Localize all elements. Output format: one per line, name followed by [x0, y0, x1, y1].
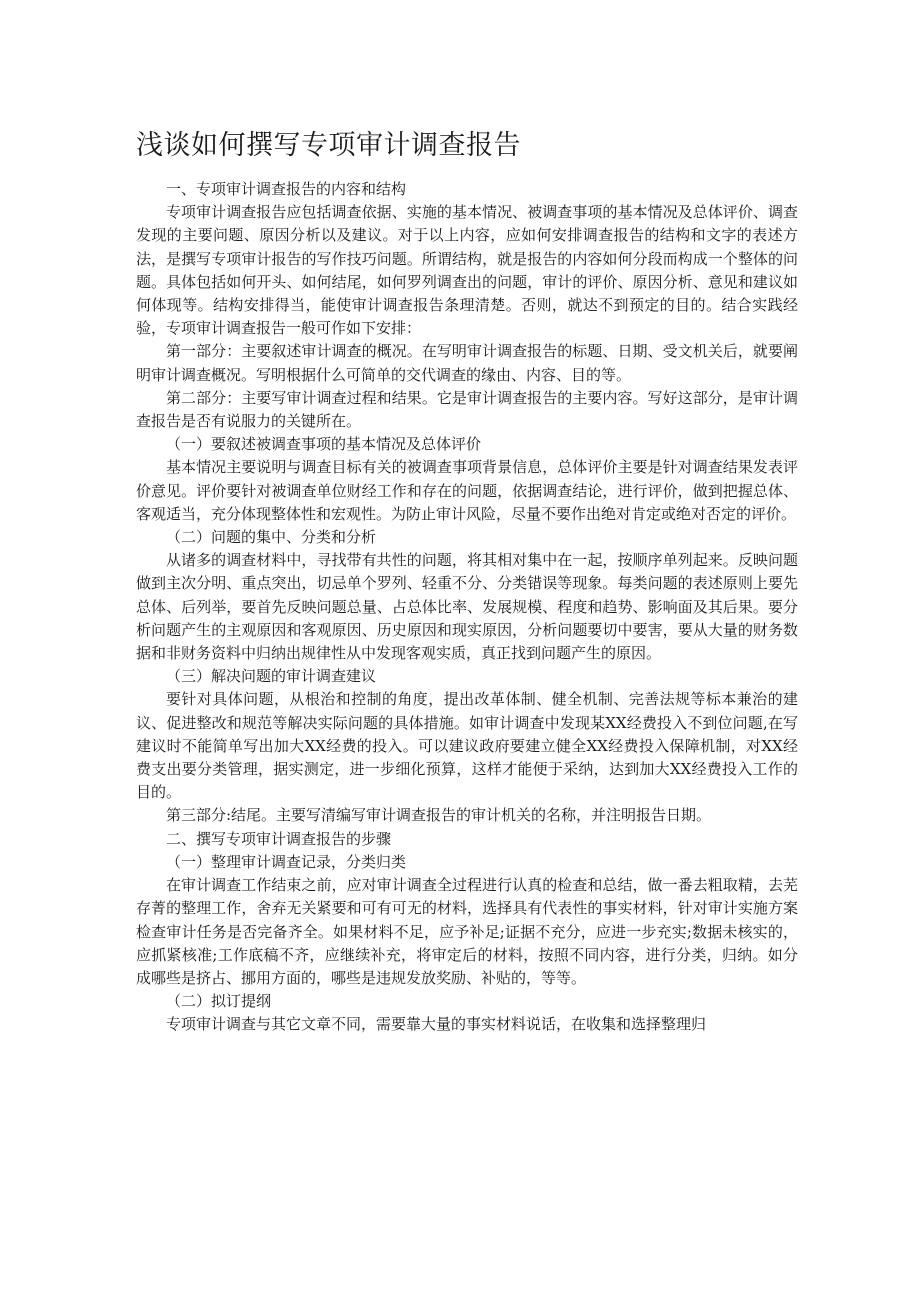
subsection-heading: （一）要叙述被调查事项的基本情况及总体评价: [166, 435, 482, 454]
document-body: [136, 178, 798, 1037]
document-title: 浅谈如何撰写专项审计调查报告: [136, 130, 521, 161]
body-paragraph: 专项审计调查与其它文章不同，需要靠大量的事实材料说话，在收集和选择整理归: [166, 1015, 707, 1034]
body-paragraph: 要针对具体问题，从根治和控制的角度，提出改革体制、健全机制、完善法规等标本兼治的建议、促进整改和规范等解决实际问题的具体措施。如审计调查中发现某XX经费投入不到位问题,在写建议时不能简单写出加大XX经费的投入。可以建议政府要建立健全XX经费投入保障机制，对XX经费支出要分类管理，据实测定，进一步细化预算，这样才能便于采纳，达到加大XX经费投入工作的目的。: [136, 690, 798, 802]
body-paragraph: 在审计调查工作结束之前，应对审计调查全过程进行认真的检查和总结，做一番去粗取精，去芜存菁的整理工作，舍弃无关紧要和可有可无的材料，选择具有代表性的事实材料，针对审计实施方案检查审计任务是否完备齐全。如果材料不足，应予补足;证据不充分，应进一步充实;数据未核实的，应抓紧核准;工作底稿不齐，应继续补充，将审定后的材料，按照不同内容，进行分类，归纳。如分成哪些是挤占、挪用方面的，哪些是违规发放奖励、补贴的，等等。: [136, 876, 798, 987]
body-paragraph: 从诸多的调查材料中，寻找带有共性的问题，将其相对集中在一起，按顺序单列起来。反映问题做到主次分明、重点突出，切忌单个罗列、轻重不分、分类错误等现象。每类问题的表述原则上要先总体、后列举，要首先反映问题总量、占总体比率、发展规模、程度和趋势、影响面及其后果。要分析问题产生的主观原因和客观原因、历史原因和现实原因，分析问题要切中要害，要从大量的财务数据和非财务资料中归纳出规律性从中发现客观实质，真正找到问题产生的原因。: [136, 551, 798, 663]
subsection-heading: （一）整理审计调查记录，分类归类: [166, 852, 407, 871]
subsection-heading: （二）问题的集中、分类和分析: [166, 528, 377, 547]
subsection-heading: （二）拟订提纲: [166, 992, 272, 1011]
body-paragraph: 第一部分：主要叙述审计调查的概况。在写明审计调查报告的标题、日期、受文机关后，就要阐明审计调查概况。写明根据什么可简单的交代调查的缘由、内容、目的等。: [136, 342, 798, 384]
section-heading: 二、撰写专项审计调查报告的步骤: [166, 829, 392, 848]
body-paragraph: 专项审计调查报告应包括调查依据、实施的基本情况、被调查事项的基本情况及总体评价、调查发现的主要问题、原因分析以及建议。对于以上内容，应如何安排调查报告的结构和文字的表述方法，是撰写专项审计报告的写作技巧问题。所谓结构，就是报告的内容如何分段而构成一个整体的问题。具体包括如何开头、如何结尾，如何罗列调查出的问题，审计的评价、原因分析、意见和建议如何体现等。结构安排得当，能使审计调查报告条理清楚。否则，就达不到预定的目的。结合实践经验，专项审计调查报告一般可作如下安排：: [136, 203, 798, 338]
section-heading: 一、专项审计调查报告的内容和结构: [166, 180, 407, 198]
body-paragraph: 第二部分：主要写审计调查过程和结果。它是审计调查报告的主要内容。写好这部分，是审计调查报告是否有说服力的关键所在。: [136, 388, 798, 431]
body-paragraph: 第三部分:结尾。主要写清编写审计调查报告的审计机关的名称，并注明报告日期。: [166, 806, 712, 825]
body-paragraph: 基本情况主要说明与调查目标有关的被调查事项背景信息，总体评价主要是针对调查结果发表评价意见。评价要针对被调查单位财经工作和存在的问题，依据调查结论，进行评价，做到把握总体、客观适当，充分体现整体性和宏观性。为防止审计风险，尽量不要作出绝对肯定或绝对否定的评价。: [136, 458, 798, 523]
subsection-heading: （三）解决问题的审计调查建议: [166, 667, 377, 686]
